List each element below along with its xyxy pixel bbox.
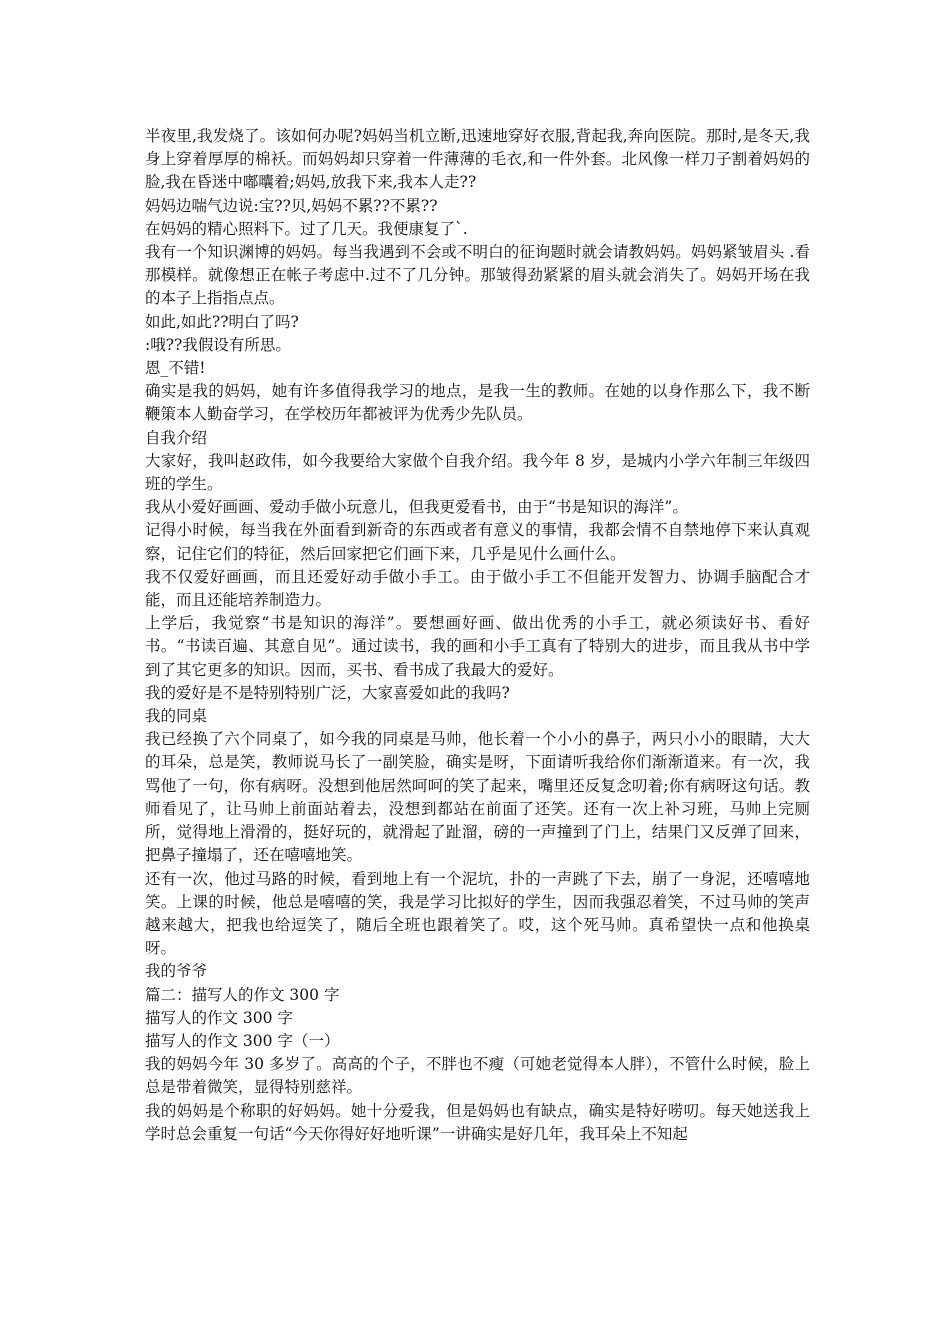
paragraph: 大家好，我叫赵政伟，如今我要给大家做个自我介绍。我今年 8 岁，是城内小学六年制三年级四班的学生。 [145,451,810,494]
section-heading: 我的爷爷 [145,962,208,981]
paragraph: 我的爱好是不是特别特别广泛，大家喜爱如此的我吗? [145,683,510,702]
section-heading: 描写人的作文 300 字（一） [145,1031,340,1050]
paragraph: 我从小爱好画画、爱动手做小玩意儿，但我更爱看书，由于“书是知识的海洋”。 [145,498,688,517]
paragraph: 半夜里,我发烧了。该如何办呢?妈妈当机立断,迅速地穿好衣服,背起我,奔向医院。那时,是冬天,我身上穿着厚厚的棉袄。而妈妈却只穿着一件薄薄的毛衣,和一件外套。北风像一样刀子割着妈妈的脸,我在昏迷中嘟囔着;妈妈,放我下来,我本人走?? [145,127,810,192]
paragraph: 我的妈妈今年 30 多岁了。高高的个子，不胖也不瘦（可她老觉得本人胖），不管什么时候，脸上总是带着微笑，显得特别慈祥。 [145,1055,810,1097]
paragraph: :哦??我假设有所思。 [145,335,291,354]
paragraph: 我已经换了六个同桌了，如今我的同桌是马帅，他长着一个小小的鼻子，两只小小的眼睛，大大的耳朵，总是笑，教师说马长了一副笑脸，确实是呀，下面请听我给你们渐渐道来。有一次，我骂他了一句，你有病呀。没想到他居然呵呵的笑了起来，嘴里还反复念叨着;你有病呀这句话。教师看见了，让马帅上前面站着去，没想到都站在前面了还笑。还有一次上补习班，马帅上完厕所，觉得地上滑滑的，挺好玩的，就滑起了趾溜，磅的一声撞到了门上，结果门又反弹了回来，把鼻子撞塌了，还在嘻嘻地笑。 [145,730,810,865]
paragraph: 还有一次，他过马路的时候，看到地上有一个泥坑，扑的一声跳了下去，崩了一身泥，还嘻嘻地笑。上课的时候，他总是嘻嘻的笑，我是学习比拟好的学生，因而我强忍着笑，不过马帅的笑声越来越大，把我也给逗笑了，随后全班也跟着笑了。哎，这个死马帅。真希望快一点和他换桌呀。 [145,869,810,958]
paragraph: 如此,如此??明白了吗? [145,312,299,331]
paragraph: 恩_不错! [145,359,206,378]
paragraph: 我的妈妈是个称职的好妈妈。她十分爱我，但是妈妈也有缺点，确实是特好唠叨。每天她送我上学时总会重复一句话“今天你得好好地听课”一讲确实是好几年，我耳朵上不知起 [145,1101,810,1143]
paragraph: 我不仅爱好画画，而且还爱好动手做小手工。由于做小手工不但能开发智力、协调手脑配合才能，而且还能培养制造力。 [145,567,810,610]
paragraph: 在妈妈的精心照料下。过了几天。我便康复了`. [145,219,468,238]
section-heading: 自我介绍 [145,428,208,447]
paragraph: 记得小时候，每当我在外面看到新奇的东西或者有意义的事情，我都会情不自禁地停下来认真观察，记住它们的特征，然后回家把它们画下来，几乎是见什么画什么。 [145,521,810,563]
paragraph: 确实是我的妈妈，她有许多值得我学习的地点，是我一生的教师。在她的以身作那么下，我不断鞭策本人勤奋学习，在学校历年都被评为优秀少先队员。 [145,382,810,424]
paragraph: 上学后，我觉察“书是知识的海洋”。要想画好画、做出优秀的小手工，就必须读好书、看好书。“书读百遍、其意自见”。通过读书，我的画和小手工真有了特别大的进步，而且我从书中学到了其它更多的知识。因而，买书、看书成了我最大的爱好。 [145,614,810,679]
chapter-heading: 篇二：描写人的作文 300 字 [145,985,340,1004]
paragraph: 我有一个知识渊博的妈妈。每当我遇到不会或不明白的征询题时就会请教妈妈。妈妈紧皱眉头 .看那模样。就像想正在帐子考虑中.过不了几分钟。那皱得劲紧紧的眉头就会消失了。妈妈开场在我的本子上指指点点。 [145,243,810,308]
paragraph: 妈妈边喘气边说:宝??贝,妈妈不累??不累?? [145,196,438,215]
document-page [145,125,810,1146]
section-heading: 我的同桌 [145,707,208,726]
section-heading: 描写人的作文 300 字 [145,1008,293,1027]
